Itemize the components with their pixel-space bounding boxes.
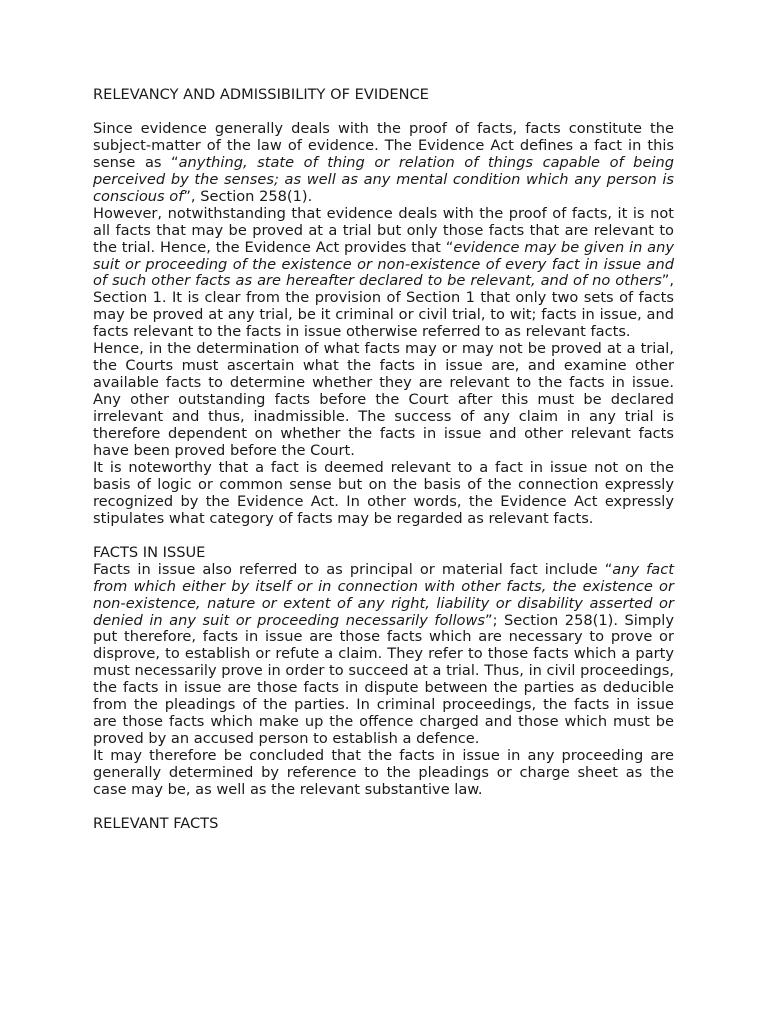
paragraph-noteworthy: It is noteworthy that a fact is deemed relevant to a fact in issue not on the basis of logic or common sense but on the basis of the connection expressly recognized by the Evidence Act. In other words, the Evidence Act expressly stipulates what category of facts may be regarded as relevant facts. xyxy=(93,458,674,527)
statutory-quote: evidence may be given in any suit or proceeding of the existence or non-existence of every fact in issue and of such other facts as are hereafter declared to be relevant, and of no others xyxy=(93,238,674,290)
paragraph-text: However, notwithstanding that evidence deals with the proof of facts, it is not all facts that may be proved at a trial but only those facts that are relevant to the trial. Hence, the Evidence Act provides that “ xyxy=(93,204,674,256)
spacer xyxy=(93,104,674,121)
paragraph-section-1 xyxy=(93,206,674,342)
document-page xyxy=(93,87,674,833)
paragraph-facts-in-issue-definition xyxy=(93,562,674,748)
statutory-quote: any fact from which either by itself or in connection with other facts, the existence or non-existence, nature or extent of any right, liability or disability asserted or denied in any suit or proceeding necessarily follows xyxy=(93,560,674,629)
document-title: RELEVANCY AND ADMISSIBILITY OF EVIDENCE xyxy=(93,86,429,103)
spacer xyxy=(93,528,674,545)
paragraph-text: Facts in issue also referred to as principal or material fact include “ xyxy=(93,560,613,578)
section-heading-relevant-facts: RELEVANT FACTS xyxy=(93,814,219,832)
paragraph-conclusion: It may therefore be concluded that the facts in issue in any proceeding are generally determined by reference to the pleadings or charge sheet as the case may be, as well as the relevant substantive law. xyxy=(93,747,674,799)
statutory-quote: anything, state of thing or relation of things capable of being perceived by the senses; as well as any mental condition which any person is conscious of xyxy=(93,153,674,205)
paragraph-text: ”; Section 258(1). Simply put therefore, facts in issue are those facts which are necessary to prove or disprove, to establish or refute a claim. They refer to those facts which a party must necessarily prove in order to succeed at a trial. Thus, in civil proceedings, the facts in issue are those facts in dispute between the parties as deducible from the pleadings of the parties. In criminal proceedings, the facts in issue are those facts which make up the offence charged and those which must be proved by an accused person to establish a defence. xyxy=(93,611,674,748)
paragraph-determination: Hence, in the determination of what facts may or may not be proved at a trial, the Courts must ascertain what the facts in issue are, and examine other available facts to determine whether they are relevant to the facts in issue. Any other outstanding facts before the Court after this must be declared irrelevant and thus, inadmissible. The success of any claim in any trial is therefore dependent on whether the facts in issue and other relevant facts have been proved before the Court. xyxy=(93,340,674,459)
paragraph-text: Since evidence generally deals with the proof of facts, facts constitute the subject-matter of the law of evidence. The Evidence Act defines a fact in this sense as “ xyxy=(93,119,674,171)
spacer xyxy=(93,799,674,816)
paragraph-text: ”, Section 258(1). xyxy=(183,187,313,205)
paragraph-text: ”, Section 1. It is clear from the provision of Section 1 that only two sets of facts may be proved at any trial, be it criminal or civil trial, to wit; facts in issue, and facts relevant to the facts in issue otherwise referred to as relevant facts. xyxy=(93,272,674,341)
section-heading-facts-in-issue: FACTS IN ISSUE xyxy=(93,543,206,561)
paragraph-fact-definition xyxy=(93,121,674,206)
